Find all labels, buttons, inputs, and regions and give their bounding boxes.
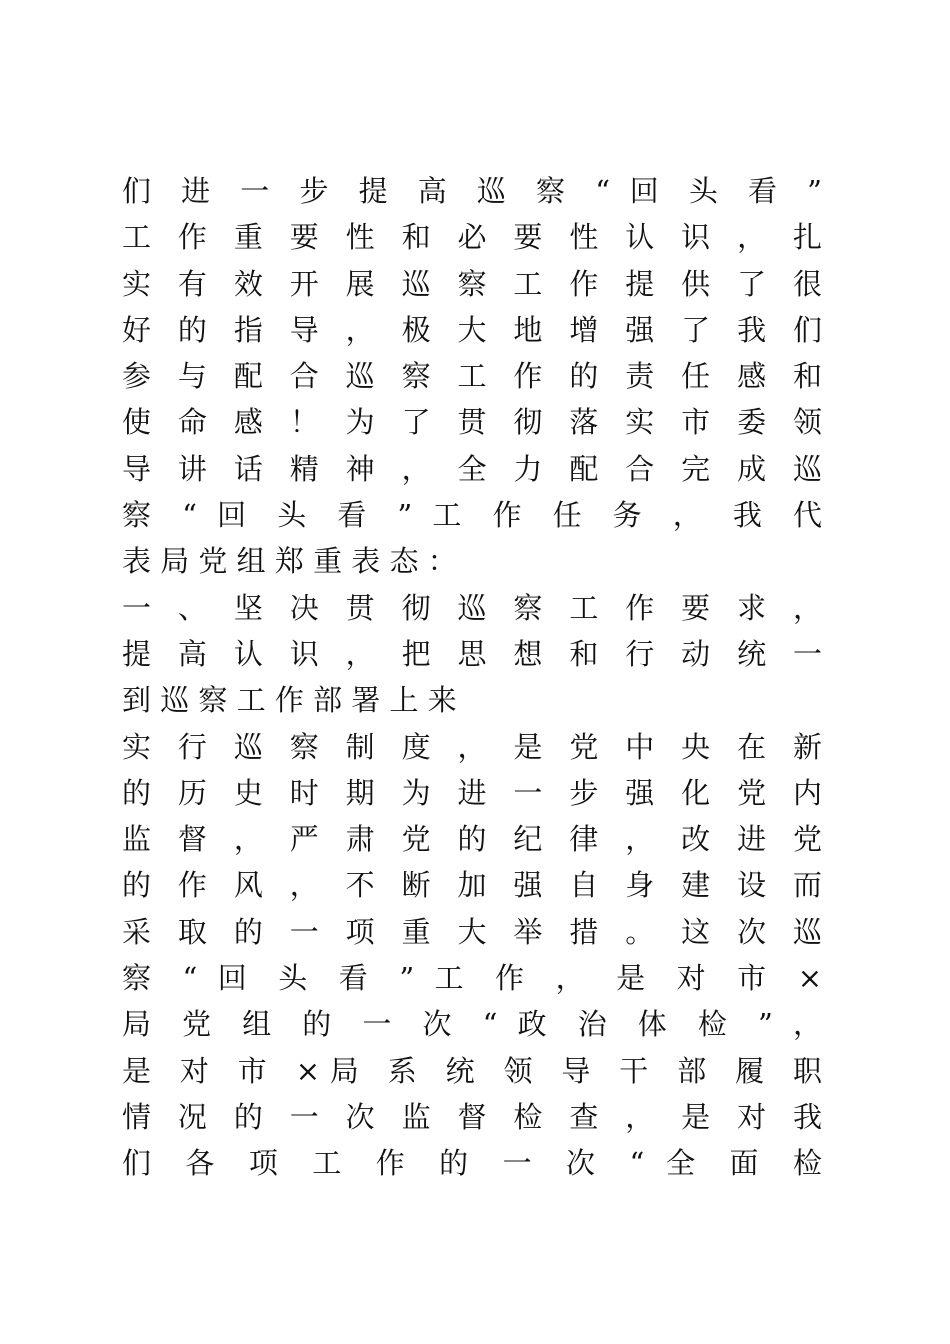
text-line: 表 局 党 组 郑 重 表 态 ： [122,544,457,579]
text-line: 好 的 指 导 ， 极 大 地 增 强 了 我 们 [122,312,822,347]
text-line: 察 “ 回 头 看 ” 工 作 任 务 ， 我 代 [122,498,822,533]
text-line: 参 与 配 合 巡 察 工 作 的 责 任 感 和 [122,359,822,394]
body-text [122,168,822,1187]
text-line: 局 党 组 的 一 次 “ 政 治 体 检 ” ， [122,1007,822,1042]
text-line: 一 、 坚 决 贯 彻 巡 察 工 作 要 求 ， [122,590,822,625]
text-line: 导 讲 话 精 神 ， 全 力 配 合 完 成 巡 [122,451,822,486]
text-line: 实 行 巡 察 制 度 ， 是 党 中 央 在 新 [122,729,822,764]
text-line: 的 作 风 ， 不 断 加 强 自 身 建 设 而 [122,868,822,903]
text-line: 们 各 项 工 作 的 一 次 “ 全 面 检 [122,1146,822,1181]
text-line: 工 作 重 要 性 和 必 要 性 认 识 ， 扎 [122,220,822,255]
text-line: 是 对 市 ×局 系 统 领 导 干 部 履 职 [122,1053,822,1088]
text-line: 到 巡 察 工 作 部 署 上 来 [122,683,457,718]
text-line: 监 督 ， 严 肃 党 的 纪 律 ， 改 进 党 [122,822,822,857]
text-line: 提 高 认 识 ， 把 思 想 和 行 动 统 一 [122,636,822,671]
text-line: 使 命 感 ！ 为 了 贯 彻 落 实 市 委 领 [122,405,822,440]
text-line: 情 况 的 一 次 监 督 检 查 ， 是 对 我 [122,1099,822,1134]
text-line: 们 进 一 步 提 高 巡 察 “ 回 头 看 ” [122,174,822,208]
text-line: 察 “ 回 头 看 ” 工 作 ， 是 对 市 × [122,961,822,996]
text-line: 实 有 效 开 展 巡 察 工 作 提 供 了 很 [122,266,822,301]
text-line: 采 取 的 一 项 重 大 举 措 。 这 次 巡 [122,914,822,949]
text-line: 的 历 史 时 期 为 进 一 步 强 化 党 内 [122,775,822,810]
